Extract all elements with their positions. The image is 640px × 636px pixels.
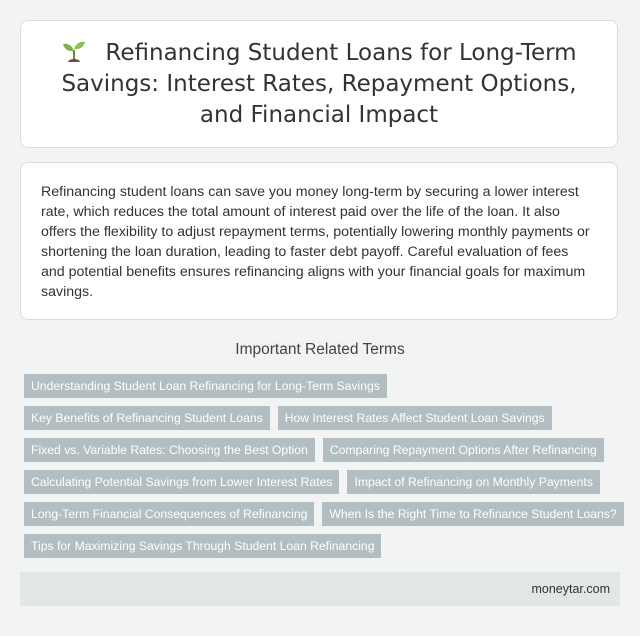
summary-card [20, 162, 618, 320]
summary-text: Refinancing student loans can save you money long-term by securing a lower interest rate, which reduces the total amount of interest paid over the life of the loan. It also offers the flexibility to adjust repayment terms, potentially lowering monthly payments or shortening the loan duration, leading to faster debt payoff. Careful evaluation of fees and potential benefits ensures refinancing aligns with your financial goals for maximum savings. [41, 184, 590, 300]
related-term-tag[interactable]: Impact of Refinancing on Monthly Payments [347, 470, 599, 494]
related-terms-list [24, 374, 624, 558]
related-term-tag[interactable]: Tips for Maximizing Savings Through Student Loan Refinancing [24, 534, 381, 558]
title-card [20, 20, 618, 148]
related-term-tag[interactable]: Long-Term Financial Consequences of Refinancing [24, 502, 314, 526]
related-term-tag[interactable]: Calculating Potential Savings from Lower Interest Rates [24, 470, 339, 494]
related-term-tag[interactable]: Fixed vs. Variable Rates: Choosing the Best Option [24, 438, 315, 462]
footer [20, 572, 620, 606]
footer-site-link[interactable]: moneytar.com [531, 582, 610, 596]
page-title-text: Refinancing Student Loans for Long-Term Savings: Interest Rates, Repayment Options, and Financial Impact [61, 39, 577, 128]
page-title [49, 38, 589, 131]
related-term-tag[interactable]: How Interest Rates Affect Student Loan Savings [278, 406, 552, 430]
related-terms-heading: Important Related Terms [235, 341, 405, 358]
sprout-icon [61, 39, 87, 63]
related-term-tag[interactable]: Key Benefits of Refinancing Student Loans [24, 406, 270, 430]
related-term-tag[interactable]: When Is the Right Time to Refinance Student Loans? [322, 502, 623, 526]
related-term-tag[interactable]: Comparing Repayment Options After Refinancing [323, 438, 604, 462]
related-term-tag[interactable]: Understanding Student Loan Refinancing for Long-Term Savings [24, 374, 387, 398]
